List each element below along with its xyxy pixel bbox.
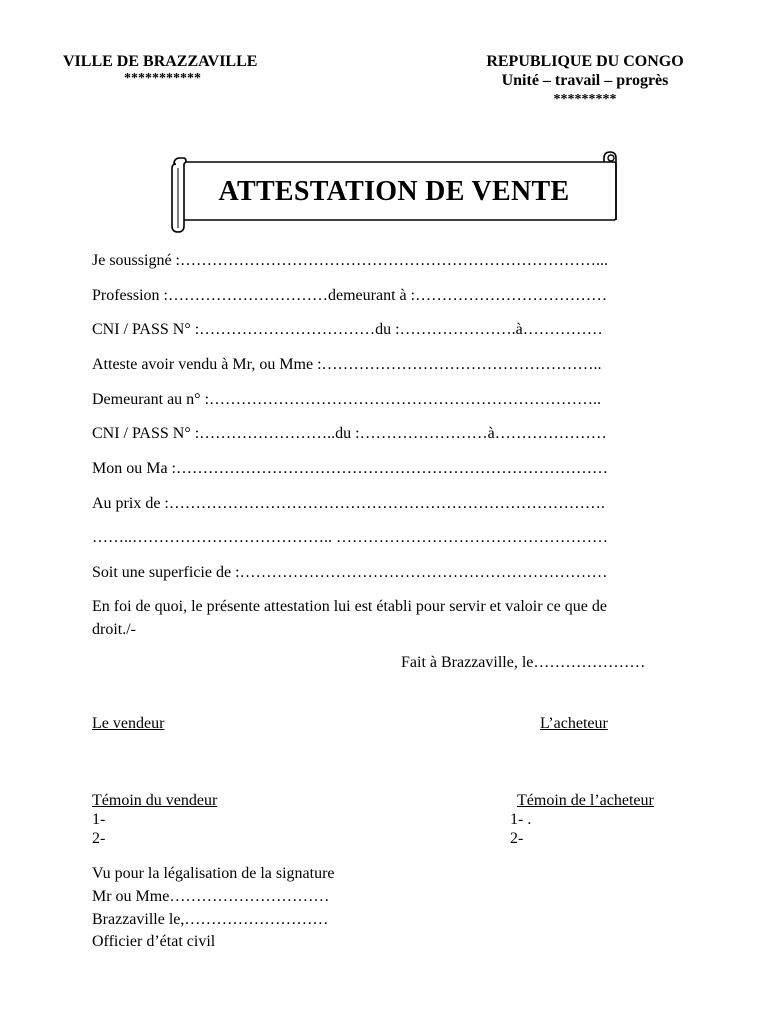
title-banner	[168, 150, 620, 234]
buyer-witness-2: 2-	[510, 830, 524, 847]
seller-witness-heading: Témoin du vendeur	[92, 792, 218, 809]
seller-signature-label: Le vendeur	[92, 715, 165, 732]
statement-line-2: droit./-	[92, 621, 136, 638]
field-cni-buyer: CNI / PASS N° :……………………..du :……………………à…………………	[92, 425, 607, 442]
seller-witness-1: 1-	[92, 811, 106, 828]
field-profession: Profession :…………………………demeurant à :………………………………	[92, 287, 608, 304]
buyer-witness-1: 1- .	[510, 811, 532, 828]
field-area: Soit une superficie de :……………………………………………………………	[92, 564, 608, 581]
legalization-line-1: Vu pour la légalisation de la signature	[92, 865, 335, 882]
field-cni-seller: CNI / PASS N° :……………………………du :………………….à……………	[92, 321, 603, 338]
statement-line-1: En foi de quoi, le présente attestation lui est établi pour servir et valoir ce que de	[92, 598, 607, 615]
country-header-stars: *********	[553, 92, 617, 107]
field-buyer-name: Atteste avoir vendu à Mr, ou Mme :……………………………………………..	[92, 356, 602, 373]
legalization-line-3: Brazzaville le,………………………	[92, 911, 329, 928]
field-soussigne: Je soussigné :……………………………………………………………………...	[92, 252, 608, 269]
document-title: ATTESTATION DE VENTE	[218, 176, 570, 207]
city-header-stars: ***********	[124, 71, 201, 86]
field-item: Mon ou Ma :………………………………………………………………………	[92, 460, 608, 477]
legalization-line-2: Mr ou Mme…………………………	[92, 888, 330, 905]
seller-witness-2: 2-	[92, 830, 106, 847]
field-price-continued: ……..……………………………….. ……………………………………………	[92, 529, 608, 546]
city-header: VILLE DE BRAZZAVILLE	[63, 53, 258, 70]
buyer-witness-heading: Témoin de l’acheteur	[517, 792, 654, 809]
buyer-signature-label: L’acheteur	[540, 715, 608, 732]
country-header: REPUBLIQUE DU CONGO	[486, 53, 684, 70]
place-date: Fait à Brazzaville, le…………………	[401, 654, 646, 671]
field-price: Au prix de :……………………………………………………………………….	[92, 495, 605, 512]
field-buyer-address: Demeurant au n° :………………………………………………………………..	[92, 391, 602, 408]
legalization-line-4: Officier d’état civil	[92, 933, 216, 950]
country-motto: Unité – travail – progrès	[501, 72, 669, 89]
